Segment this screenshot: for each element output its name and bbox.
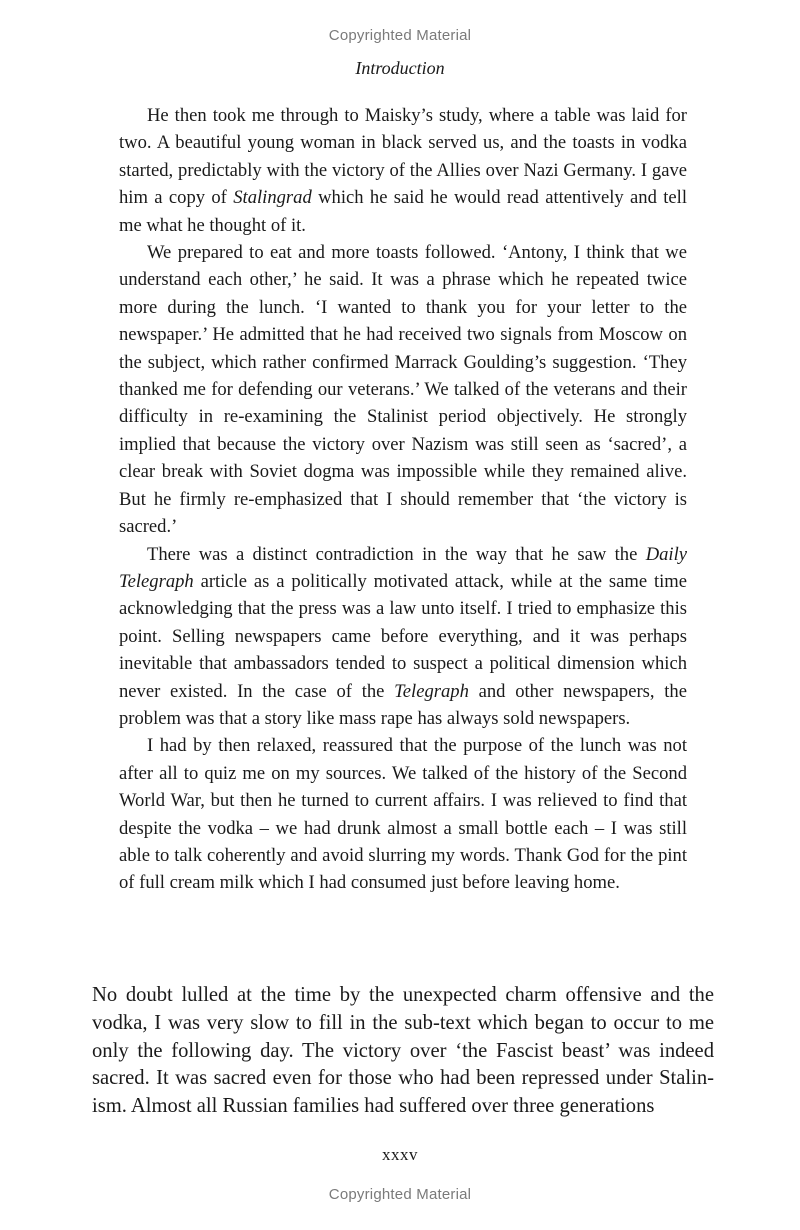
publication-title-daily-telegraph: Daily Telegraph (119, 543, 687, 592)
publication-title-telegraph: Telegraph (394, 680, 469, 702)
copyright-watermark-bottom: Copyrighted Material (328, 1186, 472, 1203)
copyright-watermark-top: Copyrighted Material (328, 27, 472, 44)
quoted-passage (119, 102, 687, 897)
quote-paragraph: He then took me through to Maisky’s study, where a table was laid for two. A beautiful young woman in black served us, and the toasts in vodka started, predictably with the victory of the Allies over Nazi Germany. I gave him a copy of Stalingrad which he said he would read attentively and tell me what he thought of it. (119, 105, 687, 236)
quote-paragraph: I had by then relaxed, reassured that the purpose of the lunch was not after all to quiz me on my sources. We talked of the history of the Second World War, but then he turned to current affairs. I was relieved to find that despite the vodka – we had drunk almost a small bottle each – I was still able to talk coherently and avoid slurring my words. Thank God for the pint of full cream milk which I had consumed just before leaving home. (119, 735, 687, 894)
quote-paragraph: We prepared to eat and more toasts followed. ‘Antony, I think that we understand each other,’ he said. It was a phrase which he repeated twice more during the lunch. ‘I wanted to thank you for your letter to the newspaper.’ He admitted that he had received two signals from Moscow on the subject, which rather confirmed Marrack Goulding’s suggestion. ‘They thanked me for defending our veterans.’ We talked of the veterans and their difficulty in re-examining the Stalinist period objectively. He strongly implied that because the victory over Nazism was still seen as ‘sacred’, a clear break with Soviet dogma was impossible while they remained alive. But he firmly re-emphasized that I should remember that ‘the victory is sacred.’ (119, 242, 687, 538)
body-text (92, 982, 714, 1121)
page-number: xxxv (382, 1145, 418, 1164)
quote-paragraph: There was a distinct contradiction in the way that he saw the Daily Telegraph article as a politically motivated attack, while at the same time acknowledging that the press was a law unto itself. I tried to emphasize this point. Selling newspapers came before everything, and it was perhaps inevitable that ambassadors tended to suspect a political dimension which never existed. In the case of the Telegraph and other newspapers, the problem was that a story like mass rape has always sold newspapers. (119, 543, 687, 729)
book-title-stalingrad: Stalingrad (233, 187, 312, 209)
body-paragraph: No doubt lulled at the time by the unexpected charm offensive and the vodka, I was very slow to fill in the sub-text which began to occur to me only the following day. The victory over ‘the Fascist beast’ was indeed sacred. It was sacred even for those who had been repressed under Stalinism. Almost all Russian families had suffered over three generations (92, 984, 714, 1118)
running-head: Introduction (355, 58, 445, 78)
